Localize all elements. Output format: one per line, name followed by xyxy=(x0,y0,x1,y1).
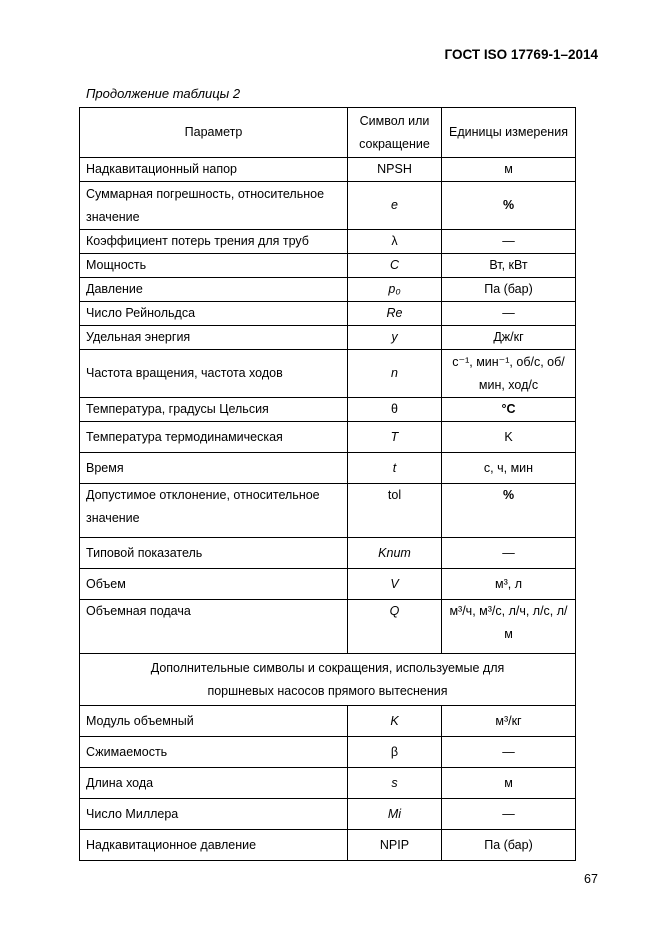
symbol-cell: Mi xyxy=(348,799,442,830)
symbols-table xyxy=(79,107,576,861)
unit-cell: м xyxy=(442,158,576,182)
table-row xyxy=(80,706,576,737)
unit-cell: — xyxy=(442,538,576,569)
unit-cell: — xyxy=(442,230,576,254)
unit-cell: с, ч, мин xyxy=(442,453,576,484)
table-row xyxy=(80,569,576,600)
header-parameter: Параметр xyxy=(80,108,348,158)
unit-cell: °C xyxy=(442,398,576,422)
symbol-cell: Re xyxy=(348,302,442,326)
unit-cell: м³/ч, м³/с, л/ч, л/с, л/м xyxy=(442,600,576,654)
table-row xyxy=(80,600,576,654)
symbol-cell: t xyxy=(348,453,442,484)
param-cell: Модуль объемный xyxy=(80,706,348,737)
header-symbol: Символ или сокращение xyxy=(348,108,442,158)
page-number: 67 xyxy=(584,872,598,886)
unit-cell: м³/кг xyxy=(442,706,576,737)
unit-cell: — xyxy=(442,302,576,326)
table-row xyxy=(80,350,576,398)
table-row xyxy=(80,278,576,302)
table-row xyxy=(80,484,576,538)
unit-cell: % xyxy=(442,484,576,538)
symbol-cell: K xyxy=(348,706,442,737)
unit-cell: K xyxy=(442,422,576,453)
param-cell: Допустимое отклонение, относительное значение xyxy=(80,484,348,538)
param-cell: Давление xyxy=(80,278,348,302)
symbol-cell: C xyxy=(348,254,442,278)
param-cell: Число Рейнольдса xyxy=(80,302,348,326)
unit-cell: — xyxy=(442,737,576,768)
param-cell: Сжимаемость xyxy=(80,737,348,768)
param-cell: Коэффициент потерь трения для труб xyxy=(80,230,348,254)
symbol-cell: Q xyxy=(348,600,442,654)
table-row xyxy=(80,302,576,326)
symbol-cell: V xyxy=(348,569,442,600)
param-cell: Объемная подача xyxy=(80,600,348,654)
param-cell: Температура термодинамическая xyxy=(80,422,348,453)
table-row xyxy=(80,768,576,799)
section-row xyxy=(80,654,576,706)
unit-cell: Па (бар) xyxy=(442,830,576,861)
table-row xyxy=(80,326,576,350)
param-cell: Длина хода xyxy=(80,768,348,799)
table-caption: Продолжение таблицы 2 xyxy=(86,86,241,101)
table-row xyxy=(80,182,576,230)
symbol-cell: y xyxy=(348,326,442,350)
table-row xyxy=(80,230,576,254)
unit-cell: % xyxy=(442,182,576,230)
param-cell: Частота вращения, частота ходов xyxy=(80,350,348,398)
unit-cell: c⁻¹, мин⁻¹, об/с, об/мин, ход/с xyxy=(442,350,576,398)
table-row xyxy=(80,158,576,182)
table-row xyxy=(80,538,576,569)
param-cell: Температура, градусы Цельсия xyxy=(80,398,348,422)
symbol-cell: θ xyxy=(348,398,442,422)
symbol-cell: tol xyxy=(348,484,442,538)
unit-cell: — xyxy=(442,799,576,830)
table-row xyxy=(80,453,576,484)
param-cell: Объем xyxy=(80,569,348,600)
unit-cell: м xyxy=(442,768,576,799)
symbol-cell: NPSH xyxy=(348,158,442,182)
standard-designation: ГОСТ ISO 17769-1–2014 xyxy=(444,47,598,62)
param-cell: Суммарная погрешность, относительное значение xyxy=(80,182,348,230)
section-title: Дополнительные символы и сокращения, используемые для поршневых насосов прямого вытеснения xyxy=(80,654,576,706)
symbol-cell: T xyxy=(348,422,442,453)
symbol-cell: λ xyxy=(348,230,442,254)
symbol-cell: β xyxy=(348,737,442,768)
table-row xyxy=(80,799,576,830)
param-cell: Удельная энергия xyxy=(80,326,348,350)
symbol-cell: n xyxy=(348,350,442,398)
symbol-cell: p₀ xyxy=(348,278,442,302)
table-row xyxy=(80,422,576,453)
table-row xyxy=(80,737,576,768)
table-row xyxy=(80,398,576,422)
symbol-cell: Knum xyxy=(348,538,442,569)
param-cell: Надкавитационный напор xyxy=(80,158,348,182)
symbol-cell: NPIP xyxy=(348,830,442,861)
param-cell: Надкавитационное давление xyxy=(80,830,348,861)
table-row xyxy=(80,254,576,278)
table-header-row xyxy=(80,108,576,158)
table-row xyxy=(80,830,576,861)
param-cell: Время xyxy=(80,453,348,484)
unit-cell: Па (бар) xyxy=(442,278,576,302)
unit-cell: Дж/кг xyxy=(442,326,576,350)
param-cell: Типовой показатель xyxy=(80,538,348,569)
header-units: Единицы измерения xyxy=(442,108,576,158)
symbol-cell: e xyxy=(348,182,442,230)
symbol-cell: s xyxy=(348,768,442,799)
param-cell: Мощность xyxy=(80,254,348,278)
unit-cell: Вт, кВт xyxy=(442,254,576,278)
param-cell: Число Миллера xyxy=(80,799,348,830)
unit-cell: м³, л xyxy=(442,569,576,600)
